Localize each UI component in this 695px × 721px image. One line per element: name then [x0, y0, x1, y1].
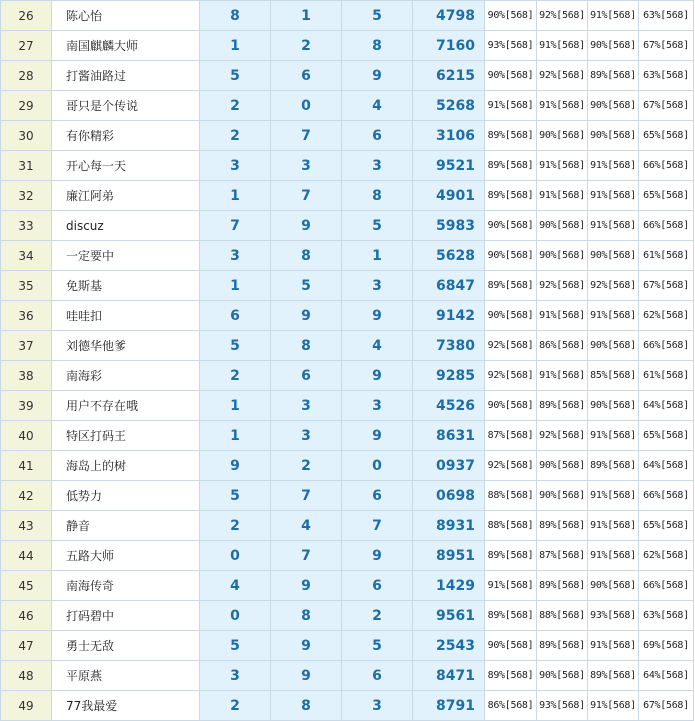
digit-1-cell: 0 [200, 541, 271, 571]
number-cell: 5628 [413, 241, 485, 271]
rate-4-cell: 66%[568] [639, 481, 694, 511]
rate-3-cell: 91%[568] [588, 181, 639, 211]
rank-cell: 49 [1, 691, 52, 721]
digit-1-cell: 2 [200, 91, 271, 121]
username-cell: 低势力 [52, 481, 200, 511]
username-cell: 平原燕 [52, 661, 200, 691]
number-cell: 8631 [413, 421, 485, 451]
rank-cell: 34 [1, 241, 52, 271]
digit-1-cell: 3 [200, 661, 271, 691]
rate-2-cell: 91%[568] [537, 361, 588, 391]
number-cell: 8931 [413, 511, 485, 541]
rate-1-cell: 92%[568] [485, 361, 537, 391]
rate-2-cell: 92%[568] [537, 421, 588, 451]
table-row [1, 181, 694, 211]
number-cell: 9561 [413, 601, 485, 631]
number-cell: 7160 [413, 31, 485, 61]
rate-3-cell: 93%[568] [588, 601, 639, 631]
digit-1-cell: 0 [200, 601, 271, 631]
number-cell: 0937 [413, 451, 485, 481]
rate-2-cell: 93%[568] [537, 691, 588, 721]
digit-1-cell: 1 [200, 31, 271, 61]
table-row [1, 331, 694, 361]
table-row [1, 601, 694, 631]
rate-3-cell: 91%[568] [588, 691, 639, 721]
rank-cell: 36 [1, 301, 52, 331]
table-row [1, 391, 694, 421]
rank-cell: 39 [1, 391, 52, 421]
rank-cell: 37 [1, 331, 52, 361]
rate-1-cell: 89%[568] [485, 661, 537, 691]
rate-1-cell: 91%[568] [485, 571, 537, 601]
rank-cell: 29 [1, 91, 52, 121]
digit-1-cell: 1 [200, 421, 271, 451]
table-row [1, 241, 694, 271]
username-cell: 廉江阿弟 [52, 181, 200, 211]
rate-4-cell: 64%[568] [639, 661, 694, 691]
digit-3-cell: 9 [342, 301, 413, 331]
username-cell: discuz [52, 211, 200, 241]
rate-1-cell: 90%[568] [485, 1, 537, 31]
digit-3-cell: 6 [342, 661, 413, 691]
rate-4-cell: 63%[568] [639, 601, 694, 631]
rank-cell: 31 [1, 151, 52, 181]
digit-2-cell: 8 [271, 331, 342, 361]
rank-cell: 45 [1, 571, 52, 601]
digit-3-cell: 2 [342, 601, 413, 631]
digit-1-cell: 2 [200, 691, 271, 721]
digit-1-cell: 2 [200, 511, 271, 541]
number-cell: 5983 [413, 211, 485, 241]
digit-3-cell: 5 [342, 1, 413, 31]
digit-2-cell: 5 [271, 271, 342, 301]
rate-4-cell: 67%[568] [639, 91, 694, 121]
username-cell: 开心每一天 [52, 151, 200, 181]
username-cell: 用户不存在哦 [52, 391, 200, 421]
rate-1-cell: 92%[568] [485, 451, 537, 481]
rate-2-cell: 89%[568] [537, 571, 588, 601]
rate-2-cell: 90%[568] [537, 211, 588, 241]
digit-1-cell: 4 [200, 571, 271, 601]
digit-3-cell: 5 [342, 211, 413, 241]
rate-1-cell: 89%[568] [485, 271, 537, 301]
number-cell: 8791 [413, 691, 485, 721]
digit-2-cell: 4 [271, 511, 342, 541]
digit-2-cell: 2 [271, 451, 342, 481]
rate-2-cell: 91%[568] [537, 31, 588, 61]
username-cell: 哇哇扣 [52, 301, 200, 331]
rank-cell: 40 [1, 421, 52, 451]
digit-1-cell: 5 [200, 61, 271, 91]
digit-2-cell: 8 [271, 691, 342, 721]
number-cell: 8951 [413, 541, 485, 571]
digit-2-cell: 3 [271, 421, 342, 451]
digit-1-cell: 5 [200, 631, 271, 661]
rate-1-cell: 89%[568] [485, 151, 537, 181]
rate-4-cell: 64%[568] [639, 451, 694, 481]
digit-1-cell: 5 [200, 331, 271, 361]
digit-2-cell: 9 [271, 211, 342, 241]
rate-1-cell: 90%[568] [485, 241, 537, 271]
rate-1-cell: 88%[568] [485, 511, 537, 541]
table-row [1, 421, 694, 451]
digit-3-cell: 3 [342, 691, 413, 721]
username-cell: 南国麒麟大师 [52, 31, 200, 61]
rate-3-cell: 91%[568] [588, 301, 639, 331]
rate-3-cell: 91%[568] [588, 631, 639, 661]
rate-1-cell: 89%[568] [485, 601, 537, 631]
rank-cell: 41 [1, 451, 52, 481]
rate-4-cell: 63%[568] [639, 61, 694, 91]
table-row [1, 31, 694, 61]
table-row [1, 511, 694, 541]
username-cell: 勇士无敌 [52, 631, 200, 661]
digit-1-cell: 2 [200, 121, 271, 151]
rate-4-cell: 66%[568] [639, 151, 694, 181]
rate-1-cell: 86%[568] [485, 691, 537, 721]
rate-2-cell: 89%[568] [537, 391, 588, 421]
digit-2-cell: 9 [271, 661, 342, 691]
digit-1-cell: 9 [200, 451, 271, 481]
digit-3-cell: 9 [342, 61, 413, 91]
rate-2-cell: 89%[568] [537, 511, 588, 541]
rate-3-cell: 91%[568] [588, 541, 639, 571]
username-cell: 五路大师 [52, 541, 200, 571]
digit-2-cell: 7 [271, 481, 342, 511]
rank-cell: 32 [1, 181, 52, 211]
digit-1-cell: 5 [200, 481, 271, 511]
username-cell: 打码碧中 [52, 601, 200, 631]
username-cell: 有你精彩 [52, 121, 200, 151]
digit-2-cell: 6 [271, 61, 342, 91]
rate-4-cell: 64%[568] [639, 391, 694, 421]
number-cell: 0698 [413, 481, 485, 511]
rate-3-cell: 90%[568] [588, 121, 639, 151]
rate-3-cell: 90%[568] [588, 391, 639, 421]
rate-3-cell: 89%[568] [588, 61, 639, 91]
digit-2-cell: 3 [271, 391, 342, 421]
rate-1-cell: 92%[568] [485, 331, 537, 361]
username-cell: 免斯基 [52, 271, 200, 301]
table-row [1, 1, 694, 31]
rate-4-cell: 65%[568] [639, 121, 694, 151]
rate-2-cell: 86%[568] [537, 331, 588, 361]
digit-3-cell: 1 [342, 241, 413, 271]
rank-cell: 27 [1, 31, 52, 61]
rate-3-cell: 90%[568] [588, 571, 639, 601]
username-cell: 77我最爱 [52, 691, 200, 721]
rate-4-cell: 61%[568] [639, 361, 694, 391]
rate-2-cell: 90%[568] [537, 481, 588, 511]
table-row [1, 481, 694, 511]
number-cell: 7380 [413, 331, 485, 361]
digit-3-cell: 9 [342, 421, 413, 451]
number-cell: 8471 [413, 661, 485, 691]
digit-3-cell: 3 [342, 391, 413, 421]
rate-3-cell: 91%[568] [588, 211, 639, 241]
username-cell: 南海彩 [52, 361, 200, 391]
digit-3-cell: 6 [342, 481, 413, 511]
rate-4-cell: 67%[568] [639, 31, 694, 61]
rate-2-cell: 91%[568] [537, 151, 588, 181]
table-row [1, 691, 694, 721]
username-cell: 海岛上的树 [52, 451, 200, 481]
rate-4-cell: 62%[568] [639, 541, 694, 571]
number-cell: 9142 [413, 301, 485, 331]
rate-2-cell: 90%[568] [537, 121, 588, 151]
digit-1-cell: 3 [200, 151, 271, 181]
table-row [1, 301, 694, 331]
rate-1-cell: 88%[568] [485, 481, 537, 511]
rank-cell: 48 [1, 661, 52, 691]
ranking-table-body [1, 1, 694, 721]
rank-cell: 44 [1, 541, 52, 571]
rate-4-cell: 61%[568] [639, 241, 694, 271]
digit-2-cell: 9 [271, 631, 342, 661]
number-cell: 6847 [413, 271, 485, 301]
rate-3-cell: 90%[568] [588, 241, 639, 271]
rate-4-cell: 69%[568] [639, 631, 694, 661]
rate-4-cell: 66%[568] [639, 331, 694, 361]
number-cell: 4526 [413, 391, 485, 421]
digit-1-cell: 1 [200, 391, 271, 421]
rate-3-cell: 92%[568] [588, 271, 639, 301]
rate-3-cell: 89%[568] [588, 451, 639, 481]
digit-1-cell: 1 [200, 271, 271, 301]
number-cell: 4901 [413, 181, 485, 211]
table-row [1, 361, 694, 391]
rate-4-cell: 63%[568] [639, 1, 694, 31]
digit-3-cell: 3 [342, 151, 413, 181]
digit-3-cell: 5 [342, 631, 413, 661]
rate-2-cell: 90%[568] [537, 661, 588, 691]
digit-1-cell: 7 [200, 211, 271, 241]
digit-3-cell: 0 [342, 451, 413, 481]
table-row [1, 61, 694, 91]
rate-2-cell: 91%[568] [537, 181, 588, 211]
username-cell: 静音 [52, 511, 200, 541]
table-row [1, 541, 694, 571]
digit-3-cell: 9 [342, 361, 413, 391]
rate-1-cell: 90%[568] [485, 211, 537, 241]
rate-2-cell: 90%[568] [537, 451, 588, 481]
rank-cell: 42 [1, 481, 52, 511]
digit-3-cell: 8 [342, 31, 413, 61]
number-cell: 4798 [413, 1, 485, 31]
rate-1-cell: 90%[568] [485, 631, 537, 661]
digit-3-cell: 3 [342, 271, 413, 301]
rate-4-cell: 65%[568] [639, 421, 694, 451]
table-row [1, 121, 694, 151]
username-cell: 打酱油路过 [52, 61, 200, 91]
digit-2-cell: 1 [271, 1, 342, 31]
rank-cell: 43 [1, 511, 52, 541]
number-cell: 6215 [413, 61, 485, 91]
digit-1-cell: 2 [200, 361, 271, 391]
table-row [1, 631, 694, 661]
rate-1-cell: 90%[568] [485, 391, 537, 421]
rate-1-cell: 89%[568] [485, 181, 537, 211]
rank-cell: 28 [1, 61, 52, 91]
digit-1-cell: 6 [200, 301, 271, 331]
rate-3-cell: 91%[568] [588, 1, 639, 31]
rate-2-cell: 91%[568] [537, 91, 588, 121]
rate-3-cell: 90%[568] [588, 31, 639, 61]
table-row [1, 451, 694, 481]
digit-3-cell: 8 [342, 181, 413, 211]
rate-3-cell: 90%[568] [588, 91, 639, 121]
rate-4-cell: 66%[568] [639, 571, 694, 601]
digit-1-cell: 3 [200, 241, 271, 271]
rate-1-cell: 87%[568] [485, 421, 537, 451]
digit-3-cell: 6 [342, 571, 413, 601]
digit-2-cell: 9 [271, 301, 342, 331]
digit-2-cell: 7 [271, 181, 342, 211]
digit-2-cell: 8 [271, 241, 342, 271]
rate-2-cell: 89%[568] [537, 631, 588, 661]
number-cell: 3106 [413, 121, 485, 151]
digit-3-cell: 4 [342, 331, 413, 361]
digit-1-cell: 8 [200, 1, 271, 31]
table-row [1, 91, 694, 121]
rate-3-cell: 85%[568] [588, 361, 639, 391]
username-cell: 刘德华他爹 [52, 331, 200, 361]
rate-3-cell: 89%[568] [588, 661, 639, 691]
rate-1-cell: 89%[568] [485, 121, 537, 151]
rank-cell: 38 [1, 361, 52, 391]
rate-2-cell: 92%[568] [537, 1, 588, 31]
rank-cell: 30 [1, 121, 52, 151]
rate-1-cell: 89%[568] [485, 541, 537, 571]
digit-2-cell: 0 [271, 91, 342, 121]
digit-1-cell: 1 [200, 181, 271, 211]
rate-3-cell: 91%[568] [588, 151, 639, 181]
rate-1-cell: 93%[568] [485, 31, 537, 61]
number-cell: 5268 [413, 91, 485, 121]
digit-2-cell: 2 [271, 31, 342, 61]
digit-2-cell: 8 [271, 601, 342, 631]
rate-1-cell: 90%[568] [485, 301, 537, 331]
rank-cell: 46 [1, 601, 52, 631]
rate-1-cell: 91%[568] [485, 91, 537, 121]
digit-3-cell: 6 [342, 121, 413, 151]
username-cell: 特区打码王 [52, 421, 200, 451]
username-cell: 南海传奇 [52, 571, 200, 601]
username-cell: 陈心怡 [52, 1, 200, 31]
rate-4-cell: 62%[568] [639, 301, 694, 331]
rate-4-cell: 65%[568] [639, 181, 694, 211]
number-cell: 2543 [413, 631, 485, 661]
table-row [1, 571, 694, 601]
rate-2-cell: 87%[568] [537, 541, 588, 571]
digit-3-cell: 7 [342, 511, 413, 541]
table-row [1, 661, 694, 691]
rate-3-cell: 91%[568] [588, 481, 639, 511]
rate-2-cell: 88%[568] [537, 601, 588, 631]
digit-2-cell: 9 [271, 571, 342, 601]
digit-2-cell: 7 [271, 541, 342, 571]
digit-2-cell: 7 [271, 121, 342, 151]
rank-cell: 26 [1, 1, 52, 31]
digit-3-cell: 4 [342, 91, 413, 121]
table-row [1, 151, 694, 181]
table-row [1, 271, 694, 301]
rank-cell: 33 [1, 211, 52, 241]
rank-cell: 47 [1, 631, 52, 661]
rank-cell: 35 [1, 271, 52, 301]
rate-3-cell: 91%[568] [588, 421, 639, 451]
rate-4-cell: 65%[568] [639, 511, 694, 541]
number-cell: 9285 [413, 361, 485, 391]
digit-3-cell: 9 [342, 541, 413, 571]
rate-4-cell: 67%[568] [639, 691, 694, 721]
rate-2-cell: 90%[568] [537, 241, 588, 271]
username-cell: 一定要中 [52, 241, 200, 271]
rate-4-cell: 67%[568] [639, 271, 694, 301]
rate-3-cell: 90%[568] [588, 331, 639, 361]
rate-4-cell: 66%[568] [639, 211, 694, 241]
digit-2-cell: 6 [271, 361, 342, 391]
number-cell: 1429 [413, 571, 485, 601]
digit-2-cell: 3 [271, 151, 342, 181]
rate-2-cell: 91%[568] [537, 301, 588, 331]
table-row [1, 211, 694, 241]
username-cell: 哥只是个传说 [52, 91, 200, 121]
rate-2-cell: 92%[568] [537, 271, 588, 301]
rate-3-cell: 91%[568] [588, 511, 639, 541]
rate-2-cell: 92%[568] [537, 61, 588, 91]
number-cell: 9521 [413, 151, 485, 181]
rate-1-cell: 90%[568] [485, 61, 537, 91]
